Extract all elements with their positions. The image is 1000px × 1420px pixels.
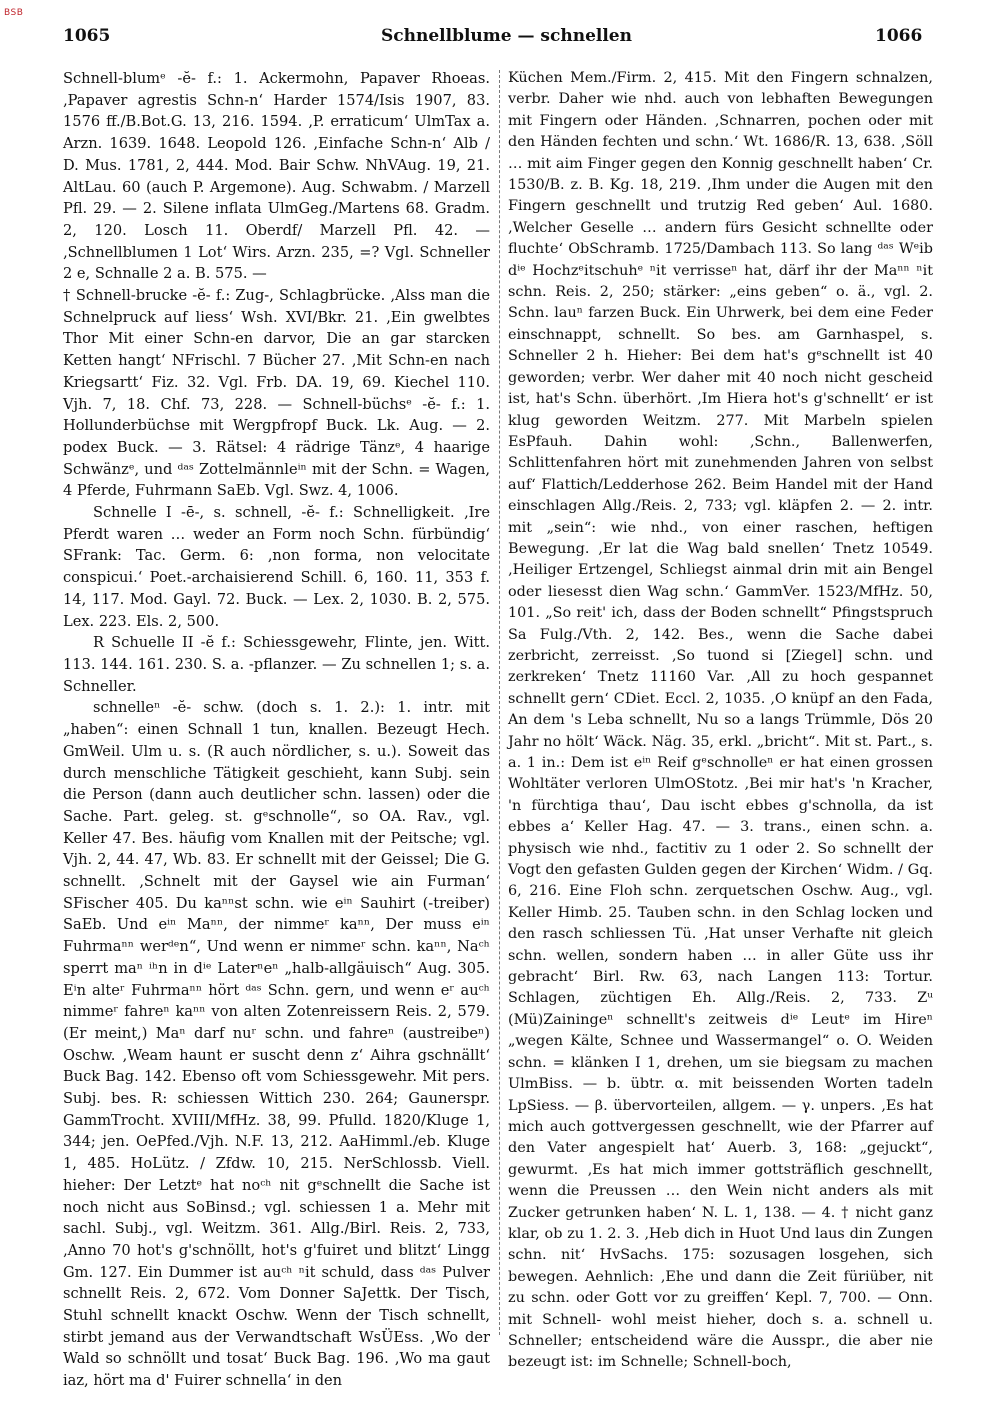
entry-schnelle-1: Schnelle I -ē-, s. schnell, -ĕ- f.: Schnelligkeit. ‚Ire Pferdt waren … weder an Form noch Schn. fürbündig‘ SFrank: Tac. Germ. 6: ‚non forma, non velocitate conspicui.‘ Poet.-archaisierend Schill. 6, 160. 11, 353 f. 14, 117. Mod. Gayl. 72. Buck. — Lex. 2, 1030. B. 2, 575. Lex. 223. Els. 2, 500. — [63, 504, 490, 630]
right-column — [508, 68, 933, 1374]
column-divider — [499, 70, 500, 1335]
entry-schnellen: schnelleⁿ -ĕ- schw. (doch s. 1. 2.): 1. intr. mit „haben“: einen Schnall 1 tun, knallen. Bezeugt Hech. GmWeil. Ulm u. s. (R auch nördlicher, s. u.). Soweit das durch menschliche Tätigkeit geschieht, kann Subj. sein die Person (dann auch deutlicher schn. lassen) oder die Sache. Part. geleg. st. gᵉschnolle“, so OA. Rav., vgl. Keller 47. Bes. häufig vom Knallen mit der Peitsche; vgl. Vjh. 2, 44. 47, Wb. 83. Er schnellt mit der Geissel; Die G. schnellt. ‚Schnelt mit der Gaysel wie ain Furman‘ SFischer 405. Du kaⁿⁿst schn. wie eⁱⁿ Sauhirt (-treiber) SaEb. Und eⁱⁿ Maⁿⁿ, der nimmeʳ kaⁿⁿ, Der muss eⁱⁿ Fuhrmaⁿⁿ werᵈᵉn“, Und wenn er nimmeʳ schn. kaⁿⁿ, Naᶜʰ sperrt maⁿ ⁱʰn in dⁱᵉ Laterⁿeⁿ „halb-allgäuisch“ Aug. 305. Eⁱn alteʳ Fuhrmaⁿⁿ hört ᵈᵃˢ Schn. gern, und wenn eʳ auᶜʰ nimmeʳ fahreⁿ kaⁿⁿ von alten Zotenreissern Reis. 2, 579. (Er meint,) Maⁿ darf nuʳ schn. und fahreⁿ (austreibeⁿ) Oschw. ‚Weam haunt er suscht denn z‘ Aihra gschnällt‘ Buck Bag. 142. Ebenso oft vom Schiessgewehr. Mit pers. Subj. bes. R: schiessen Wittich 230. 264; Gaunerspr. GammTrocht. XVIII/MfHz. 38, 99. Pfulld. 1820/Kluge 1, 344; jen. OePfed./Vjh. N.F. 13, 212. AaHimml./eb. Kluge 1, 485. HoLütz. / Zfdw. 10, 215. NerSchlossb. Viell. hieher: Der Letztᵉ hat noᶜʰ nit gᵉschnellt die Sache ist noch nicht aus SoBinsd.; vgl. schiessen 1 a. Mehr mit sachl. Subj., vgl. Weitzm. 361. Allg./Birl. Reis. 2, 733, ‚Anno 70 hot's g'schnöllt, hot's g'fuiret und blitzt‘ Lingg Gm. 127. Ein Dummer ist auᶜʰ ⁿit schuld, dass ᵈᵃˢ Pulver schnellt Reis. 2, 672. Vom Donner SaJettk. Der Tisch, Stuhl schnellt knackt Oschw. Wenn der Tisch schnellt, stirbt jemand aus der Verwandtschaft WsÜEss. ‚Wo der Wald so schnöllt und tosat‘ Buck Bag. 196. ‚Wo ma gaut iaz, hört ma d' Fuirer schnella‘ in den — [63, 699, 490, 1390]
left-column — [63, 68, 490, 1392]
entry-schnellbrucke: † Schnell-brucke -ĕ- f.: Zug-, Schlagbrücke. ‚Alss man die Schnelpruck auf liess‘ Wsh. XVI/Bkr. 21. ‚Ein gwelbtes Thor Mit einer Schn-en darvor, Die an gar starcken Ketten hangt‘ NFrischl. 7 Bücher 27. ‚Mit Schn-en nach Kriegsartt‘ Fiz. 32. Vgl. Frb. DA. 19, 69. Kiechel 110. Vjh. 7, 18. Chf. 73, 228. — Schnell-büchsᵉ -ĕ- f.: 1. Hollunderbüchse mit Wergpfropf Buck. Lk. Aug. — 2. podex Buck. — 3. Rätsel: 4 rädrige Tänzᵉ, 4 haarige Schwänzᵉ, und ᵈᵃˢ Zottelmännleⁱⁿ mit der Schn. = Wagen, 4 Pferde, Fuhrmann SaEb. Vgl. Swz. 4, 1006. — [63, 287, 490, 500]
right-column-number: 1066 — [875, 26, 923, 46]
entry-schnellblume: Schnell-blumᵉ -ĕ- f.: 1. Ackermohn, Papaver Rhoeas. ‚Papaver agrestis Schn-n‘ Harder 1574/Isis 1907, 83. 1576 ff./B.Bot.G. 13, 216. 1594. ‚P. erraticum‘ UlmTax a. Arzn. 1639. 1648. Leopold 126. ‚Einfache Schn-n‘ Alb / D. Mus. 1781, 2, 444. Mod. Bair Schw. NhVAug. 19, 21. AltLau. 60 (auch P. Argemone). Aug. Schwabm. / Marzell Pfl. 29. — 2. Silene inflata UlmGeg./Martens 68. Gradm. 2, 120. Losch 11. Oberdf/ Marzell Pfl. 42. — ‚Schnellblumen 1 Lot‘ Wirs. Arzn. 235, =? Vgl. Schneller 2 e, Schnalle 2 a. B. 575. — — [63, 70, 490, 283]
entry-schnellen-continued: Küchen Mem./Firm. 2, 415. Mit den Fingern schnalzen, verbr. Daher wie nhd. auch von lebhaften Bewegungen mit Fingern oder Händen. ‚Schnarren, pochen oder mit den Händen fechten und schn.‘ Wt. 1686/R. 13, 638. ‚Söll … mit aim Finger gegen den Konnig geschnellt haben‘ Cr. 1530/B. z. B. Kg. 18, 219. ‚Ihm under die Augen mit den Fingern geschnellt und trutzig Red geben‘ Aul. 1680. ‚Welcher Geselle … andern fürs Gesicht schnellte oder fluchte‘ ObSchramb. 1725/Dambach 113. So lang ᵈᵃˢ Wᵉib dⁱᵉ Hochzᵉitschuhᵉ ⁿit verrisseⁿ hat, därf ihr der Maⁿⁿ ⁿit schn. Reis. 2, 250; stärker: „eins geben“ o. ä., vgl. 2. Schn. lauⁿ farzen Buck. Ein Uhrwerk, bei dem eine Feder einschnappt, schnellt. So bes. am Garnhaspel, s. Schneller 2 h. Hieher: Bei dem hat's gᵉschnellt ist 40 geworden; verbr. Wer daher mit 40 noch nicht gescheid ist, hat's Schn. überhört. ‚Im Hiera hot's g'schnellt‘ er ist klug geworden Weitzm. 277. Mit Marbeln spielen EsPfauh. Dahin wohl: ‚Schn., Ballenwerfen, Schlittenfahren hört mit zunehmenden Jahren von selbst auf‘ Flattich/Ledderhose 262. Beim Handel mit der Hand einschlagen Allg./Reis. 2, 733; vgl. kläpfen 2. — 2. intr. mit „sein“: wie nhd., von einer raschen, heftigen Bewegung. ‚Er lat die Wag bald snellen‘ Tnetz 10549. ‚Heiliger Ertzengel, Schliegst ainmal drin mit ain Bengel oder liesesst dien Wag schn.‘ GammVer. 1523/MfHz. 50, 101. „So reit' ich, dass der Boden schnellt“ Pfingstspruch Sa Fulg./Vth. 2, 142. Bes., wenn die Sache dabei zerbricht, zerreisst. ‚So tuond si [Ziegel] schn. und zerkreken‘ Tnetz 11160 Var. ‚All zu hoch gespannet schnellt gern‘ CDiet. Eccl. 2, 1035. ‚O knüpf an den Fada, An dem 's Leba schnellt, Nu so a langs Trümmle, Dös 20 Jahr no hölt‘ Wäck. Näg. 35, erkl. „bricht“. Mit st. Part., s. a. 1 in.: Dem ist eⁱⁿ Reif gᵉschnolleⁿ er hat einen grossen Wohltäter verloren UlmOStotz. ‚Bei mir hat's 'n Kracher, 'n fürchtiga thau‘, Dau ischt ebbes g'schnolla, da ist ebbes a‘ Keller Hag. 47. — 3. trans., einen schn. a. physisch wie nhd., factitiv zu 1 oder 2. So schnellt der Vogt den gefasten Gulden gegen der Kirchen‘ Widm. / Gq. 6, 216. Eine Floh schn. zerquetschen Oschw. Aug., vgl. Keller Himb. 25. Tauben schn. in den Schlag locken und den rasch schliessen Tü. ‚Hat unser Verhafte nit gleich schn. wellen, sondern haben … in aller Güte uss ihr gebracht‘ Birl. Rw. 63, nach Langen 113: Tortur. Schlagen, züchtigen Eh. Allg./Reis. 2, 733. Zᵘ (Mü)Zainingeⁿ schnellt's zeitweis dⁱᵉ Leutᵉ im Hireⁿ „wegen Kälte, Schnee und Wassermangel“ o. O. Weiden schn. = klänken I 1, drehen, um sie biegsam zu machen UlmBiss. — b. übtr. α. mit beissenden Worten tadeln LpSiess. — β. übervorteilen, allgem. — γ. unpers. ‚Es hat mich auch gottvergessen geschnellt, wie der Pfarrer auf den Vater angespielt hat‘ Auerb. 3, 168: „gejuckt“, gewurmt. ‚Es hat mich immer gottsträflich geschnellt, wenn die Preussen … den Wein nicht anders als mit Zucker getrunken haben‘ N. L. 1, 138. — 4. † nicht ganz klar, ob zu 1. 2. 3. ‚Heb dich in Huot Und laus din Zungen schn. nit‘ HvSachs. 175: sozusagen losgehen, sich bewegen. Aehnlich: ‚Ehe und dann die Zeit füriüber, nit zu schn. oder Gott vor zu greiffen‘ Kepl. 7, 700. — Onn. mit Schnell- wohl meist hieher, doch s. a. schnell u. Schneller; entscheidend wäre die Ausspr., die aber nie bezeugt ist: im Schnelle; Schnell-boch, — [508, 70, 933, 1371]
library-mark: BSB — [4, 8, 24, 18]
left-column-number: 1065 — [63, 26, 111, 46]
running-head: Schnellblume — schnellen — [381, 26, 632, 46]
entry-schnuelle-2: R Schuelle II -ĕ f.: Schiessgewehr, Flinte, jen. Witt. 113. 144. 161. 230. S. a. -pflanzer. — Zu schnellen 1; s. a. Schneller. — [63, 634, 490, 695]
